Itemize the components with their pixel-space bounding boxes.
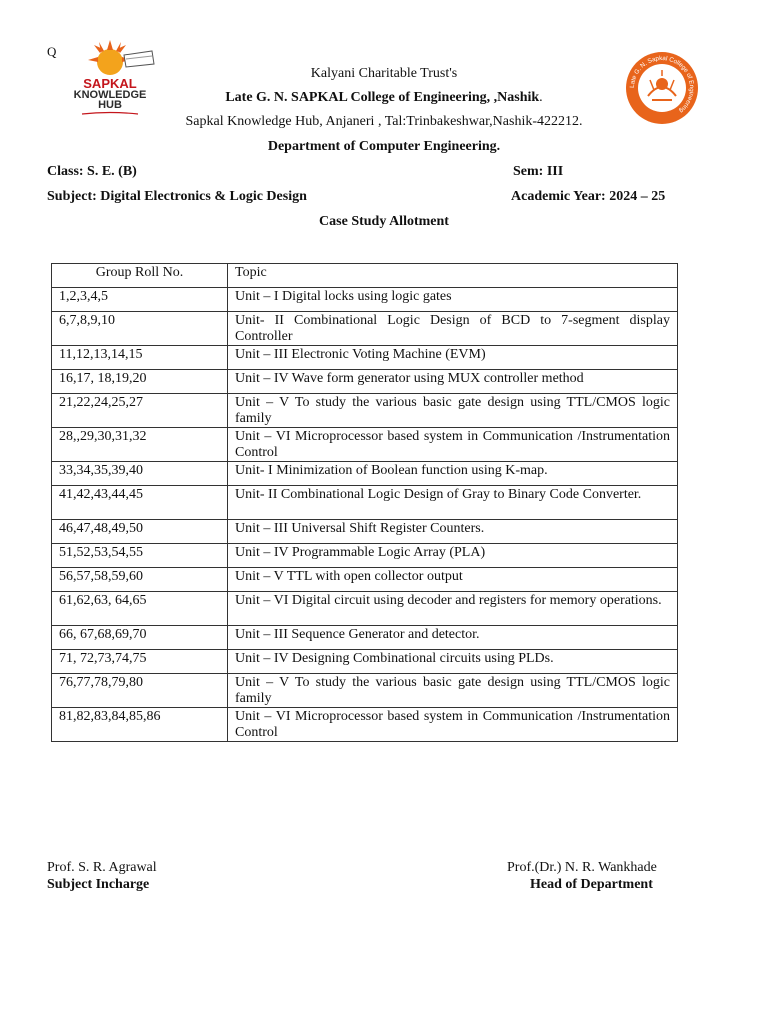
logo-line-3: HUB <box>98 99 122 111</box>
roll-cell: 33,34,35,39,40 <box>52 462 228 486</box>
table-row <box>52 592 678 626</box>
table-row <box>52 520 678 544</box>
topic-cell: Unit – VI Digital circuit using decoder and registers for memory operations. <box>228 592 678 626</box>
college-address: Sapkal Knowledge Hub, Anjaneri , Tal:Trinbakeshwar,Nashik-422212. <box>185 114 583 129</box>
table-row <box>52 568 678 592</box>
topic-cell: Unit – IV Designing Combinational circuits using PLDs. <box>228 650 678 674</box>
college-name-suffix: . <box>539 90 543 105</box>
college-name-text: Late G. N. SAPKAL College of Engineering, ,Nashik <box>225 90 540 105</box>
roll-cell: 81,82,83,84,85,86 <box>52 708 228 742</box>
roll-cell: 11,12,13,14,15 <box>52 346 228 370</box>
table-row <box>52 650 678 674</box>
topic-cell: Unit – V TTL with open collector output <box>228 568 678 592</box>
table-row <box>52 394 678 428</box>
roll-cell: 28,,29,30,31,32 <box>52 428 228 462</box>
topic-cell: Unit – IV Wave form generator using MUX controller method <box>228 370 678 394</box>
hod-role: Head of Department <box>530 877 653 892</box>
table-row <box>52 544 678 568</box>
topic-cell: Unit- II Combinational Logic Design of Gray to Binary Code Converter. <box>228 486 678 520</box>
table-row <box>52 462 678 486</box>
roll-cell: 16,17, 18,19,20 <box>52 370 228 394</box>
roll-cell: 41,42,43,44,45 <box>52 486 228 520</box>
topic-cell: Unit – VI Microprocessor based system in Communication /Instrumentation Control <box>228 428 678 462</box>
logo-line-2: KNOWLEDGE <box>73 89 147 101</box>
subject-label: Subject: Digital Electronics & Logic Design <box>47 189 307 204</box>
topic-cell: Unit – V To study the various basic gate design using TTL/CMOS logic family <box>228 674 678 708</box>
topic-cell: Unit – IV Programmable Logic Array (PLA) <box>228 544 678 568</box>
stray-mark: Q <box>47 44 57 59</box>
semester-label: Sem: III <box>513 164 564 179</box>
roll-cell: 61,62,63, 64,65 <box>52 592 228 626</box>
topic-cell: Unit – III Electronic Voting Machine (EVM) <box>228 346 678 370</box>
table-header-row <box>52 264 678 288</box>
table-row <box>52 312 678 346</box>
table-row <box>52 346 678 370</box>
department-name: Department of Computer Engineering. <box>267 139 501 154</box>
topic-cell: Unit – I Digital locks using logic gates <box>228 288 678 312</box>
seal-ring-text: Late G. N. Sapkal College of Engineering <box>628 54 696 115</box>
roll-cell: 6,7,8,9,10 <box>52 312 228 346</box>
roll-cell: 51,52,53,54,55 <box>52 544 228 568</box>
roll-cell: 46,47,48,49,50 <box>52 520 228 544</box>
document-title: Case Study Allotment <box>319 214 449 229</box>
roll-cell: 21,22,24,25,27 <box>52 394 228 428</box>
table-row <box>52 486 678 520</box>
topic-cell: Unit – V To study the various basic gate design using TTL/CMOS logic family <box>228 394 678 428</box>
logo-line-1: SAPKAL <box>83 76 137 91</box>
case-study-table <box>51 263 678 742</box>
roll-cell: 71, 72,73,74,75 <box>52 650 228 674</box>
table-row <box>52 626 678 650</box>
column-header-topic: Topic <box>228 264 678 288</box>
topic-cell: Unit – III Universal Shift Register Counters. <box>228 520 678 544</box>
subject-incharge-name: Prof. S. R. Agrawal <box>47 860 157 875</box>
table-row <box>52 370 678 394</box>
academic-year-label: Academic Year: 2024 – 25 <box>511 189 666 204</box>
class-label: Class: S. E. (B) <box>47 164 137 179</box>
topic-cell: Unit – III Sequence Generator and detector. <box>228 626 678 650</box>
table-row <box>52 674 678 708</box>
table-row <box>52 288 678 312</box>
table-row <box>52 708 678 742</box>
hod-name: Prof.(Dr.) N. R. Wankhade <box>507 860 657 875</box>
trust-name: Kalyani Charitable Trust's <box>310 66 458 81</box>
topic-cell: Unit – VI Microprocessor based system in Communication /Instrumentation Control <box>228 708 678 742</box>
table-row <box>52 428 678 462</box>
topic-cell: Unit- I Minimization of Boolean function using K-map. <box>228 462 678 486</box>
roll-cell: 66, 67,68,69,70 <box>52 626 228 650</box>
roll-cell: 56,57,58,59,60 <box>52 568 228 592</box>
topic-cell: Unit- II Combinational Logic Design of BCD to 7-segment display Controller <box>228 312 678 346</box>
college-name <box>0 90 768 106</box>
subject-incharge-role: Subject Incharge <box>47 877 150 892</box>
roll-cell: 1,2,3,4,5 <box>52 288 228 312</box>
column-header-roll: Group Roll No. <box>52 264 228 288</box>
roll-cell: 76,77,78,79,80 <box>52 674 228 708</box>
